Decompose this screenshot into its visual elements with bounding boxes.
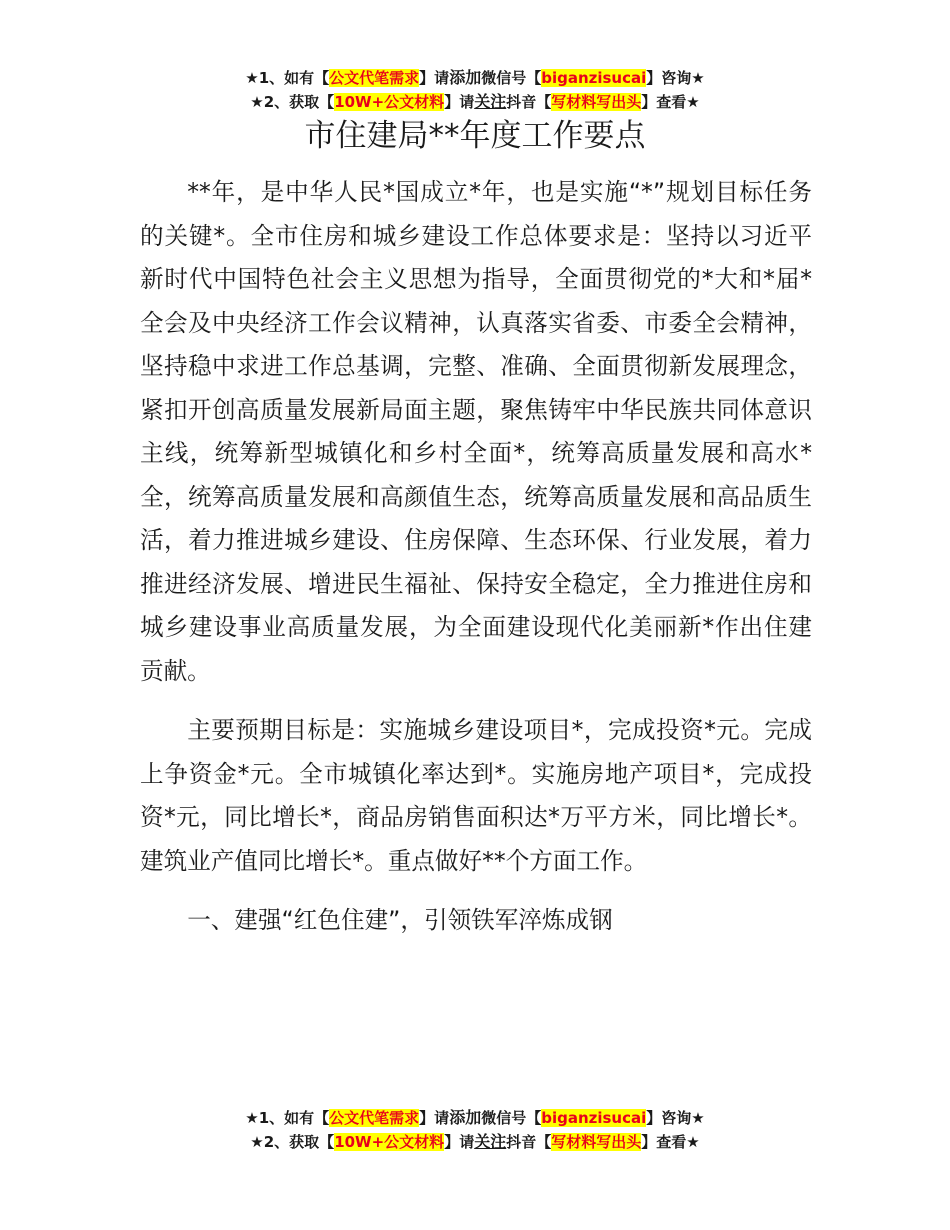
promo-line-1: ★1、如有【公文代笔需求】请添加微信号【biganzisucai】咨询★ — [245, 1108, 705, 1127]
paragraph-intro: **年，是中华人民*国成立*年，也是实施“*”规划目标任务的关键*。全市住房和城乡建设工作总体要求是：坚持以习近平新时代中国特色社会主义思想为指导，全面贯彻党的*大和*届*全会及中央经济工作会议精神，认真落实省委、市委全会精神，坚持稳中求进工作总基调，完整、准确、全面贯彻新发展理念，紧扣开创高质量发展新局面主题，聚焦铸牢中华民族共同体意识主线，统筹新型城镇化和乡村全面*，统筹高质量发展和高水*全，统筹高质量发展和高颜值生态，统筹高质量发展和高品质生活，着力推进城乡建设、住房保障、生态环保、行业发展，着力推进经济发展、增进民生福祉、保持安全稳定，全力推进住房和城乡建设事业高质量发展，为全面建设现代化美丽新*作出住建贡献。 — [140, 178, 812, 685]
highlight-douyin-account: 写材料写出头 — [551, 1133, 642, 1151]
highlight-douyin-account: 写材料写出头 — [551, 93, 642, 111]
promo-line-1: ★1、如有【公文代笔需求】请添加微信号【biganzisucai】咨询★ — [245, 68, 705, 87]
document-body — [140, 171, 812, 959]
highlight-service: 公文代笔需求 — [329, 69, 420, 87]
section-heading-1: 一、建强“红色住建”，引领铁军淬炼成钢 — [187, 906, 613, 934]
highlight-wechat-id: biganzisucai — [541, 1109, 647, 1127]
highlight-service: 公文代笔需求 — [329, 1109, 420, 1127]
paragraph-goals: 主要预期目标是：实施城乡建设项目*，完成投资*元。完成上争资金*元。全市城镇化率达到*。实施房地产项目*，完成投资*元，同比增长*，商品房销售面积达*万平方米，同比增长*。建筑业产值同比增长*。重点做好**个方面工作。 — [140, 716, 812, 875]
promo-banner-bottom — [0, 1106, 950, 1154]
highlight-wechat-id: biganzisucai — [541, 69, 647, 87]
promo-line-2: ★2、获取【10W+公文材料】请关注抖音【写材料写出头】查看★ — [250, 1132, 700, 1151]
document-title: 市住建局**年度工作要点 — [304, 118, 646, 154]
promo-line-2: ★2、获取【10W+公文材料】请关注抖音【写材料写出头】查看★ — [250, 92, 700, 111]
highlight-materials: 10W+公文材料 — [334, 1133, 445, 1151]
promo-banner-top — [0, 66, 950, 114]
highlight-materials: 10W+公文材料 — [334, 93, 445, 111]
